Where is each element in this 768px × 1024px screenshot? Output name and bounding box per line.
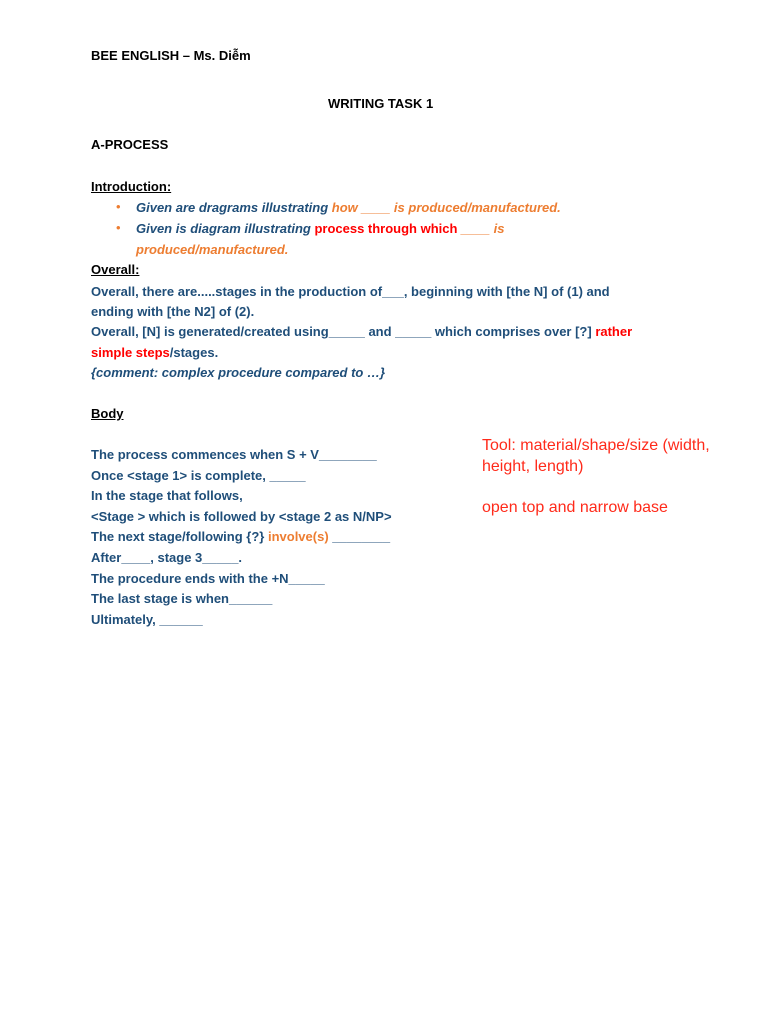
body-line-5-blank: ________ <box>328 529 391 544</box>
side-note-line-2: height, length) <box>482 458 584 475</box>
intro-bullet-1-highlight: how ____ is produced/manufactured. <box>331 200 561 215</box>
body-line-5 <box>91 529 390 544</box>
side-note-line-3: open top and narrow base <box>482 499 668 516</box>
body-line-2: Once <stage 1> is complete, _____ <box>91 468 306 483</box>
section-heading: A-PROCESS <box>91 137 169 152</box>
overall-comment: {comment: complex procedure compared to …} <box>91 365 386 380</box>
body-line-6: After____, stage 3_____. <box>91 550 243 565</box>
intro-bullet-2-text: Given is diagram illustrating <box>136 221 315 236</box>
overall-line-1: Overall, there are.....stages in the production of___, beginning with [the N] of (1) and <box>91 284 610 299</box>
intro-bullet-2-cont: produced/manufactured. <box>136 242 289 257</box>
intro-bullet-2-blank: ____ is <box>457 221 505 236</box>
body-line-4: <Stage > which is followed by <stage 2 as N/NP> <box>91 509 392 524</box>
doc-title: WRITING TASK 1 <box>328 96 434 111</box>
bullet-icon: • <box>116 220 121 235</box>
body-line-1: The process commences when S + V________ <box>91 447 377 462</box>
body-line-5-highlight: involve(s) <box>267 529 329 544</box>
intro-bullet-2-highlight: process through which <box>314 221 458 236</box>
intro-bullet-1 <box>136 200 561 215</box>
overall-line-3 <box>91 324 632 339</box>
body-line-5-text: The next stage/following {?} <box>91 529 268 544</box>
intro-bullet-1-text: Given are dragrams illustrating <box>136 200 332 215</box>
intro-bullet-2 <box>136 221 504 236</box>
overall-line-4 <box>91 345 218 360</box>
body-line-3: In the stage that follows, <box>91 488 243 503</box>
body-line-9: Ultimately, ______ <box>91 612 203 627</box>
introduction-heading: Introduction: <box>91 179 172 194</box>
body-line-8: The last stage is when______ <box>91 591 273 606</box>
overall-heading: Overall: <box>91 262 140 277</box>
bullet-icon: • <box>116 199 121 214</box>
overall-line-2: ending with [the N2] of (2). <box>91 304 255 319</box>
overall-line-3-text: Overall, [N] is generated/created using_____ and _____ which comprises over [?] <box>91 324 596 339</box>
side-note-line-1: Tool: material/shape/size (width, <box>482 437 710 454</box>
overall-line-4-highlight: simple steps <box>91 345 170 360</box>
body-line-7: The procedure ends with the +N_____ <box>91 571 325 586</box>
body-heading: Body <box>91 406 124 421</box>
overall-line-4-text: /stages. <box>169 345 219 360</box>
overall-line-3-highlight: rather <box>595 324 633 339</box>
header-brand: BEE ENGLISH – Ms. Diễm <box>91 48 251 63</box>
